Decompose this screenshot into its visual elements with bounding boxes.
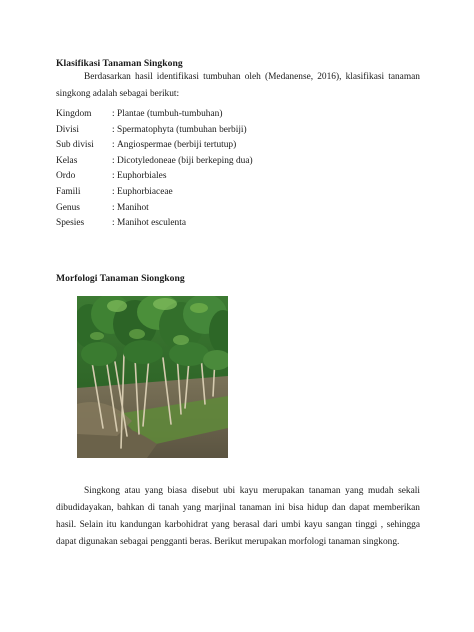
photo-leaf-highlight bbox=[190, 303, 208, 313]
taxonomy-rank: Sub divisi bbox=[56, 140, 94, 151]
taxonomy-rank: Kingdom bbox=[56, 109, 92, 119]
taxonomy-separator: : bbox=[112, 202, 115, 213]
taxonomy-separator: : bbox=[112, 171, 115, 182]
taxonomy-value: Spermatophyta (tumbuhan berbiji) bbox=[117, 124, 247, 135]
classification-intro-text: Berdasarkan hasil identifikasi tumbuhan oleh (Medanense, 2016), klasifikasi tanaman singkong adalah sebagai berikut: bbox=[56, 72, 420, 99]
taxonomy-value: Plantae (tumbuh-tumbuhan) bbox=[117, 109, 223, 119]
taxonomy-value: Dicotyledoneae (biji berkeping dua) bbox=[117, 155, 253, 166]
morphology-paragraph bbox=[56, 483, 420, 551]
taxonomy-value: Euphorbiales bbox=[117, 171, 167, 182]
taxonomy-value: Angiospermae (berbiji tertutup) bbox=[117, 140, 237, 151]
photo-leaf-highlight bbox=[107, 300, 127, 312]
cassava-plants-photo bbox=[77, 296, 228, 458]
taxonomy-table bbox=[56, 107, 420, 232]
photo-leaf bbox=[169, 342, 209, 366]
photo-leaf-highlight bbox=[153, 298, 177, 310]
taxonomy-row bbox=[56, 138, 420, 154]
taxonomy-separator: : bbox=[112, 186, 115, 197]
morphology-heading: Morfologi Tanaman Siongkong bbox=[56, 273, 185, 284]
taxonomy-value: Euphorbiaceae bbox=[117, 186, 173, 197]
taxonomy-rank: Famili bbox=[56, 186, 81, 197]
taxonomy-separator: : bbox=[112, 140, 115, 151]
photo-leaf-highlight bbox=[129, 329, 145, 339]
taxonomy-separator: : bbox=[112, 218, 115, 229]
taxonomy-value: Manihot esculenta bbox=[117, 218, 186, 229]
taxonomy-value: Manihot bbox=[117, 202, 149, 213]
taxonomy-row bbox=[56, 185, 420, 201]
taxonomy-rank: Genus bbox=[56, 202, 80, 213]
taxonomy-separator: : bbox=[112, 124, 115, 135]
taxonomy-row bbox=[56, 107, 420, 123]
classification-intro bbox=[56, 69, 420, 103]
taxonomy-row bbox=[56, 201, 420, 217]
taxonomy-row bbox=[56, 154, 420, 170]
taxonomy-rank: Ordo bbox=[56, 171, 76, 182]
taxonomy-row bbox=[56, 169, 420, 185]
photo-leaf-highlight bbox=[173, 335, 189, 345]
morphology-paragraph-text: Singkong atau yang biasa disebut ubi kayu merupakan tanaman yang mudah sekali dibudidayakan, bahkan di tanah yang marjinal tanaman ini bisa hidup dan dapat memberikan hasil. Selain itu kandungan karbohidrat yang berasal dari umbi kayu sangan tinggi , sehingga dapat digunakan sebagai pengganti beras. Berikut merupakan morfologi tanaman singkong. bbox=[56, 486, 420, 547]
photo-canopy bbox=[77, 296, 228, 370]
taxonomy-separator: : bbox=[112, 109, 115, 119]
photo-leaf bbox=[123, 340, 163, 364]
taxonomy-row bbox=[56, 216, 420, 232]
photo-leaf-highlight bbox=[90, 332, 104, 340]
taxonomy-row bbox=[56, 123, 420, 139]
taxonomy-rank: Divisi bbox=[56, 124, 79, 135]
photo-leaf bbox=[81, 342, 117, 366]
taxonomy-rank: Spesies bbox=[56, 218, 85, 229]
classification-heading: Klasifikasi Tanaman Singkong bbox=[56, 58, 183, 69]
taxonomy-rank: Kelas bbox=[56, 155, 78, 166]
taxonomy-separator: : bbox=[112, 155, 115, 166]
